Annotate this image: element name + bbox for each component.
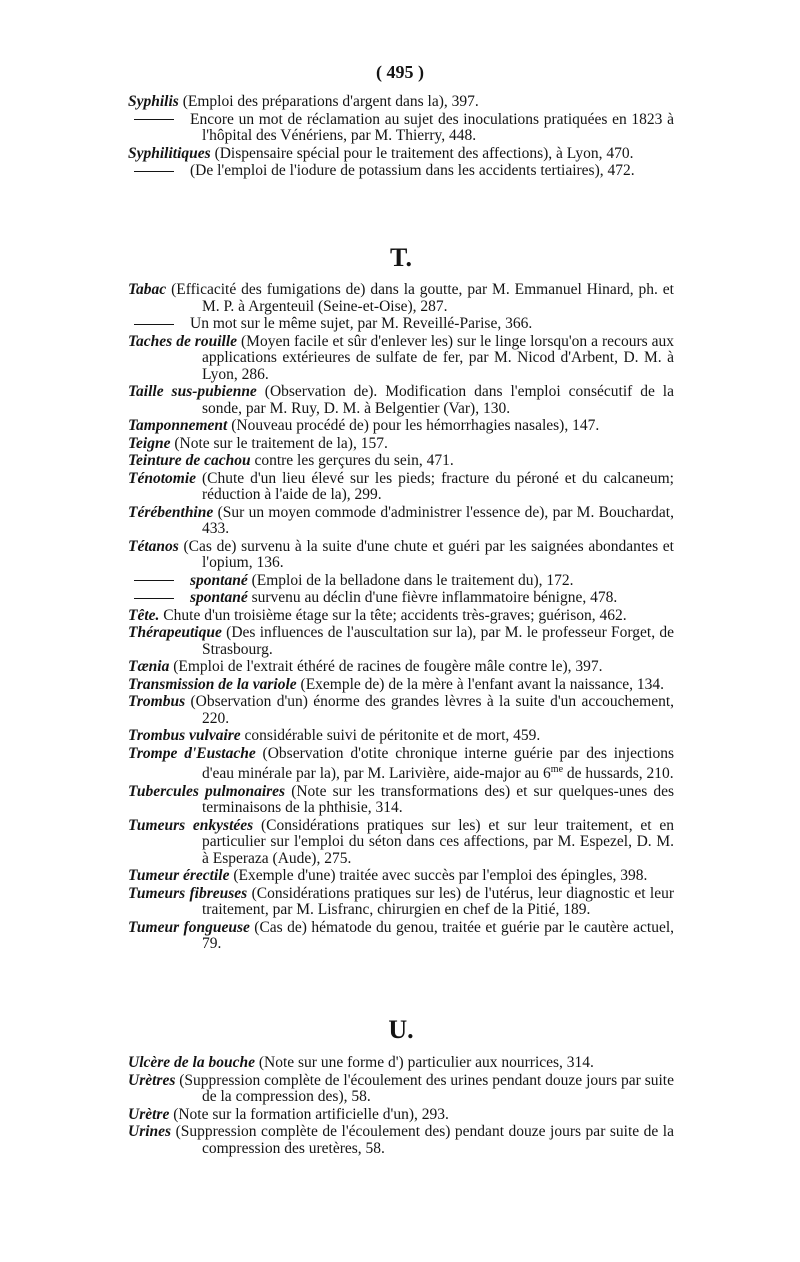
index-entry bbox=[128, 316, 674, 333]
index-entry bbox=[128, 1107, 674, 1124]
index-entry bbox=[128, 818, 674, 868]
index-term: Trompe d'Eustache bbox=[128, 744, 256, 762]
index-section-u bbox=[128, 1017, 674, 1158]
entry-text: (Exemple de) de la mère à l'enfant avant la naissance, 134. bbox=[296, 675, 664, 693]
entry-text-continued: de hussards, 210. bbox=[563, 765, 674, 783]
entry-text: (Emploi de l'extrait éthéré de racines de fougère mâle contre le), 397. bbox=[169, 658, 603, 675]
page-number: ( 495 ) bbox=[376, 62, 424, 82]
section-letter-u: U. bbox=[388, 1015, 414, 1044]
index-term: spontané bbox=[190, 571, 248, 589]
index-entry bbox=[128, 1073, 674, 1106]
index-entry bbox=[128, 590, 674, 607]
entry-text: (Considérations pratiques sur les) de l'utérus, leur diagnostic et leur traitement, par M. Lisfranc, chirurgien en chef de la Pitié, 189. bbox=[202, 884, 674, 919]
index-term: Urètre bbox=[128, 1105, 170, 1123]
ditto-dash bbox=[128, 590, 180, 607]
index-term: Trombus vulvaire bbox=[128, 727, 241, 744]
entry-text: (Observation d'otite chronique interne guérie par des injections d'eau minérale par la), par M. Larivière, aide-major au 6 bbox=[202, 744, 674, 783]
index-term: Tumeurs fibreuses bbox=[128, 884, 248, 902]
index-term: Tamponnement bbox=[128, 417, 228, 434]
entry-text: survenu au déclin d'une fièvre inflammatoire bénigne, 478. bbox=[247, 589, 618, 606]
index-entry bbox=[128, 146, 674, 163]
index-term: Tumeur érectile bbox=[128, 867, 230, 885]
entry-text: (De l'emploi de l'iodure de potassium dans les accidents tertiaires), 472. bbox=[190, 162, 635, 179]
index-term: spontané bbox=[190, 589, 248, 606]
index-term: Thérapeutique bbox=[128, 624, 222, 641]
entry-text: (Dispensaire spécial pour le traitement des affections), à Lyon, 470. bbox=[210, 144, 634, 162]
index-entry bbox=[128, 505, 674, 538]
index-entry bbox=[128, 1055, 674, 1072]
index-entry bbox=[128, 625, 674, 658]
index-term: Taille sus-pubienne bbox=[128, 383, 257, 400]
index-entry bbox=[128, 784, 674, 817]
index-entry bbox=[128, 94, 674, 111]
index-term: Trombus bbox=[128, 693, 186, 710]
index-entry bbox=[128, 677, 674, 694]
ditto-dash bbox=[128, 316, 180, 333]
entry-text: (Cas de) survenu à la suite d'une chute et guéri par les saignées abondantes et l'opium, 136. bbox=[178, 537, 674, 571]
index-entry bbox=[128, 163, 674, 180]
index-entry bbox=[128, 384, 674, 417]
entry-text: Encore un mot de réclamation au sujet des inoculations pratiquées en 1823 à l'hôpital des Vénériens, par M. Thierry, 448. bbox=[190, 110, 674, 144]
entry-text: (Sur un moyen commode d'administrer l'essence de), par M. Bouchardat, 433. bbox=[202, 503, 674, 537]
entry-text: (Exemple d'une) traitée avec succès par l'emploi des épingles, 398. bbox=[229, 867, 648, 885]
entry-text: considérable suivi de péritonite et de mort, 459. bbox=[240, 727, 541, 744]
entry-text: (Note sur le traitement de la), 157. bbox=[170, 434, 388, 452]
index-term: Tubercules pulmonaires bbox=[128, 782, 286, 800]
entry-text: (Considérations pratiques sur les) et sur leur traitement, et en particulier sur l'emploi du séton dans ces affections, par M. Espezel, D. M. à Esperaza (Aude), 275. bbox=[202, 816, 674, 867]
entry-text: (Des influences de l'auscultation sur la), par M. le professeur Forget, de Strasbourg. bbox=[202, 624, 674, 658]
entry-text: (Note sur les transformations des) et sur quelques-unes des terminaisons de la phthisie, 314. bbox=[202, 782, 674, 817]
index-term: Teigne bbox=[128, 434, 171, 452]
index-entry bbox=[128, 868, 674, 885]
entry-text: (Note sur la formation artificielle d'un), 293. bbox=[169, 1105, 449, 1123]
index-term: Tænia bbox=[128, 658, 170, 675]
entry-text: Chute d'un troisième étage sur la tête; accidents très-graves; guérison, 462. bbox=[159, 606, 627, 624]
index-term: Tétanos bbox=[128, 537, 179, 555]
entry-text: (Observation d'un) énorme des grandes lèvres à la suite d'un accouchement, 220. bbox=[185, 693, 674, 727]
index-term: Tabac bbox=[128, 281, 167, 298]
index-section-s bbox=[128, 94, 674, 181]
index-term: Tête. bbox=[128, 606, 160, 624]
ditto-dash bbox=[128, 573, 180, 590]
entry-text: Un mot sur le même sujet, par M. Reveillé-Parise, 366. bbox=[190, 315, 533, 332]
index-entry bbox=[128, 334, 674, 384]
entry-text: (Suppression complète de l'écoulement des) pendant douze jours par suite de la compression des uretères, 58. bbox=[171, 1123, 674, 1157]
entry-text: (Emploi de la belladone dans le traitement du), 172. bbox=[247, 571, 574, 589]
index-entry bbox=[128, 539, 674, 572]
index-entry bbox=[128, 418, 674, 435]
index-entry bbox=[128, 746, 674, 783]
index-term: Térébenthine bbox=[128, 503, 214, 521]
index-term: Tumeurs enkystées bbox=[128, 816, 254, 834]
index-term: Ténotomie bbox=[128, 469, 197, 487]
entry-text: contre les gerçures du sein, 471. bbox=[250, 452, 454, 469]
entry-text: (Note sur une forme d') particulier aux nourrices, 314. bbox=[254, 1054, 594, 1071]
index-term: Urines bbox=[128, 1123, 172, 1140]
entry-text: (Suppression complète de l'écoulement des urines pendant douze jours par suite de la compression des), 58. bbox=[175, 1071, 674, 1105]
index-entry bbox=[128, 282, 674, 315]
ditto-dash bbox=[128, 112, 180, 129]
index-term: Taches de rouille bbox=[128, 332, 238, 350]
entry-superscript: me bbox=[550, 764, 564, 775]
index-entry bbox=[128, 573, 674, 590]
entry-text: (Emploi des préparations d'argent dans la), 397. bbox=[178, 93, 479, 110]
index-entry bbox=[128, 659, 674, 676]
index-section-t bbox=[128, 245, 674, 954]
index-entry bbox=[128, 453, 674, 470]
index-entry bbox=[128, 112, 674, 145]
index-entry bbox=[128, 471, 674, 504]
ditto-dash bbox=[128, 163, 180, 180]
index-term: Teinture de cachou bbox=[128, 452, 251, 469]
entry-text: (Chute d'un lieu élevé sur les pieds; fracture du péroné et du calcaneum; réduction à l'aide de la), 299. bbox=[196, 469, 674, 503]
index-entry bbox=[128, 694, 674, 727]
entry-text: (Observation de). Modification dans l'emploi consécutif de la sonde, par M. Ruy, D. M. à Belgentier (Var), 130. bbox=[202, 383, 674, 417]
index-entry bbox=[128, 436, 674, 453]
entry-text: (Moyen facile et sûr d'enlever les) sur le linge lorsqu'on a recours aux applications extérieures de sulfate de fer, par M. Nicod d'Arbent, D. M. à Lyon, 286. bbox=[202, 332, 674, 383]
index-entry bbox=[128, 728, 674, 745]
index-entry bbox=[128, 886, 674, 919]
index-term: Syphilis bbox=[128, 93, 179, 110]
index-term: Tumeur fongueuse bbox=[128, 918, 250, 936]
index-entry bbox=[128, 608, 674, 625]
entry-text: (Efficacité des fumigations de) dans la goutte, par M. Emmanuel Hinard, ph. et M. P. à Argenteuil (Seine-et-Oise), 287. bbox=[166, 281, 674, 315]
entry-text: (Nouveau procédé de) pour les hémorrhagies nasales), 147. bbox=[227, 417, 600, 434]
index-term: Urètres bbox=[128, 1071, 176, 1089]
entry-text: (Cas de) hématode du genou, traitée et guérie par le cautère actuel, 79. bbox=[202, 918, 674, 953]
index-term: Transmission de la variole bbox=[128, 675, 297, 693]
section-letter-t: T. bbox=[390, 243, 412, 272]
index-entry bbox=[128, 920, 674, 953]
index-term: Syphilitiques bbox=[128, 144, 211, 162]
index-term: Ulcère de la bouche bbox=[128, 1054, 255, 1071]
index-entry bbox=[128, 1124, 674, 1157]
